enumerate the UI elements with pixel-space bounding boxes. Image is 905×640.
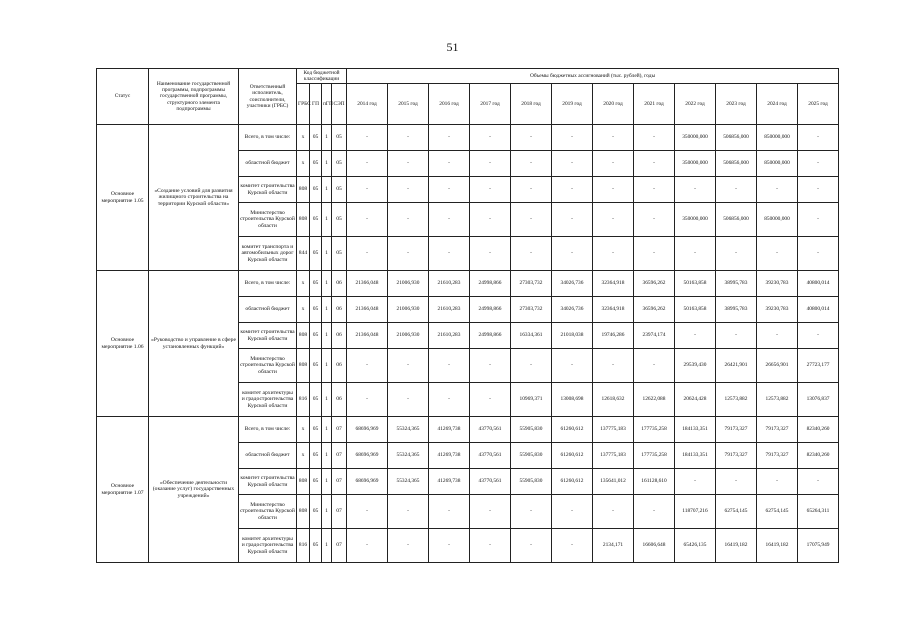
row-value: - (470, 349, 511, 383)
row-value: 10969,371 (511, 383, 552, 417)
row-code: 05 (332, 237, 347, 271)
row-value: - (593, 177, 634, 203)
row-value: 13076,837 (798, 383, 839, 417)
header-volumes: Объемы бюджетных ассигнований (тыс. рублей), годы (347, 69, 839, 84)
row-value: 62754,145 (716, 495, 757, 529)
row-code: 07 (332, 469, 347, 495)
row-value: 23974,174 (634, 323, 675, 349)
row-value: 38995,783 (716, 271, 757, 297)
row-value: - (429, 529, 470, 563)
row-value: - (593, 151, 634, 177)
header-status: Статус (97, 69, 149, 125)
row-code: 05 (310, 349, 322, 383)
row-value: 27303,732 (511, 297, 552, 323)
row-value: - (470, 151, 511, 177)
row-event-name: «Создание условий для развития жилищного строительства на территории Курской области» (149, 125, 239, 271)
row-status: Основное мероприятие 1.05 (97, 125, 149, 271)
row-value: - (552, 125, 593, 151)
table-row (97, 125, 839, 151)
header-year: 2025 год (798, 84, 839, 125)
row-code: х (297, 297, 310, 323)
table-row (97, 271, 839, 297)
row-value: 50163,858 (675, 271, 716, 297)
row-value: 184133,351 (675, 443, 716, 469)
row-value: 82340,260 (798, 417, 839, 443)
row-value: 21006,930 (388, 297, 429, 323)
header-budget-code: Код бюджетной классификации (297, 69, 347, 84)
row-executor: областной бюджет (239, 443, 297, 469)
row-value: 21610,283 (429, 271, 470, 297)
row-code: 1 (322, 177, 332, 203)
row-value: 50163,858 (675, 297, 716, 323)
row-code: 1 (322, 469, 332, 495)
row-value: - (470, 177, 511, 203)
row-code: 844 (297, 237, 310, 271)
row-value: - (757, 323, 798, 349)
row-value: 506856,000 (716, 125, 757, 151)
header-code: ГП (310, 84, 322, 125)
row-value: 13008,698 (552, 383, 593, 417)
row-value: 29539,430 (675, 349, 716, 383)
row-value: - (511, 529, 552, 563)
row-value: 55905,830 (511, 469, 552, 495)
row-value: - (511, 151, 552, 177)
row-value: 177735,258 (634, 417, 675, 443)
row-value: - (388, 349, 429, 383)
row-code: 1 (322, 125, 332, 151)
row-value: 61260,612 (552, 417, 593, 443)
header-code: ГРБС (297, 84, 310, 125)
row-code: 1 (322, 151, 332, 177)
row-value: - (347, 151, 388, 177)
row-code: 808 (297, 323, 310, 349)
row-value: 79173,327 (716, 417, 757, 443)
row-value: - (388, 383, 429, 417)
row-value: 32364,918 (593, 297, 634, 323)
row-code: 808 (297, 203, 310, 237)
row-code: 1 (322, 383, 332, 417)
row-value: 55324,365 (388, 443, 429, 469)
row-code: 05 (310, 529, 322, 563)
row-value: 350000,000 (675, 125, 716, 151)
row-value: - (552, 237, 593, 271)
row-value: - (798, 237, 839, 271)
header-code: пГП (322, 84, 332, 125)
row-code: 05 (310, 443, 322, 469)
row-code: 07 (332, 417, 347, 443)
header-year: 2022 год (675, 84, 716, 125)
row-value: - (552, 349, 593, 383)
row-value: 135641,012 (593, 469, 634, 495)
row-value: - (429, 125, 470, 151)
row-value: - (470, 383, 511, 417)
row-status: Основное мероприятие 1.06 (97, 271, 149, 417)
table-body (97, 125, 839, 563)
row-value: - (388, 203, 429, 237)
row-event-name: «Обеспечение деятельности (оказание услуг) государственных учреждений» (149, 417, 239, 563)
row-executor: Министерство строительства Курской области (239, 203, 297, 237)
row-value: 21366,048 (347, 297, 388, 323)
row-code: 05 (310, 297, 322, 323)
row-value: 36596,262 (634, 297, 675, 323)
row-executor: комитет строительства Курской области (239, 469, 297, 495)
row-value: - (429, 383, 470, 417)
row-value: 61260,612 (552, 469, 593, 495)
row-code: 05 (310, 125, 322, 151)
row-code: 05 (310, 177, 322, 203)
row-value: 79173,327 (757, 443, 798, 469)
row-value: - (552, 495, 593, 529)
row-value: - (798, 323, 839, 349)
row-value: - (634, 177, 675, 203)
row-value: - (347, 383, 388, 417)
header-year: 2016 год (429, 84, 470, 125)
row-value: 26421,901 (716, 349, 757, 383)
row-code: 05 (310, 323, 322, 349)
row-value: 62754,145 (757, 495, 798, 529)
row-executor: Министерство строительства Курской области (239, 495, 297, 529)
header-year: 2023 год (716, 84, 757, 125)
row-value: 350000,000 (675, 151, 716, 177)
row-value: 137775,183 (593, 443, 634, 469)
row-value: - (798, 151, 839, 177)
row-value: - (388, 529, 429, 563)
row-value: 43770,561 (470, 417, 511, 443)
row-value: - (429, 177, 470, 203)
row-value: - (798, 177, 839, 203)
row-executor: областной бюджет (239, 297, 297, 323)
row-value: - (675, 469, 716, 495)
header-year: 2024 год (757, 84, 798, 125)
row-value: 34026,736 (552, 297, 593, 323)
row-code: 1 (322, 495, 332, 529)
row-code: х (297, 417, 310, 443)
row-executor: комитет транспорта и автомобильных дорог Курской области (239, 237, 297, 271)
row-value: - (757, 177, 798, 203)
row-code: 808 (297, 469, 310, 495)
row-code: 07 (332, 495, 347, 529)
row-value: 24998,866 (470, 297, 511, 323)
row-value: 61260,612 (552, 443, 593, 469)
row-code: 1 (322, 443, 332, 469)
row-value: 34026,736 (552, 271, 593, 297)
page-number: 51 (446, 40, 459, 54)
row-value: - (593, 349, 634, 383)
row-value: 850000,000 (757, 151, 798, 177)
row-code: х (297, 271, 310, 297)
row-value: 36596,262 (634, 271, 675, 297)
row-code: 1 (322, 203, 332, 237)
row-value: 55905,830 (511, 443, 552, 469)
row-code: х (297, 443, 310, 469)
row-value: - (388, 177, 429, 203)
row-value: 24998,866 (470, 323, 511, 349)
row-value: - (552, 529, 593, 563)
row-value: - (634, 151, 675, 177)
row-value: 850000,000 (757, 203, 798, 237)
row-value: 79173,327 (716, 443, 757, 469)
row-value: - (552, 151, 593, 177)
row-value: - (470, 125, 511, 151)
row-code: 06 (332, 349, 347, 383)
row-executor: комитет строительства Курской области (239, 177, 297, 203)
row-value: 24998,866 (470, 271, 511, 297)
row-code: 05 (332, 177, 347, 203)
row-value: 16419,182 (716, 529, 757, 563)
row-value: 21006,930 (388, 271, 429, 297)
row-value: 177735,258 (634, 443, 675, 469)
row-value: - (716, 237, 757, 271)
header-executor: Ответственный исполнитель, соисполнители, участники (ГРБС) (239, 69, 297, 125)
row-code: 05 (310, 271, 322, 297)
row-value: - (634, 203, 675, 237)
row-code: 816 (297, 383, 310, 417)
row-value: 184133,351 (675, 417, 716, 443)
row-value: - (593, 125, 634, 151)
row-code: 06 (332, 297, 347, 323)
header-year: 2020 год (593, 84, 634, 125)
row-value: - (388, 151, 429, 177)
row-executor: комитет архитектуры и градостроительства Курской области (239, 383, 297, 417)
header-year: 2019 год (552, 84, 593, 125)
row-value: - (347, 349, 388, 383)
row-value: 12618,632 (593, 383, 634, 417)
row-value: 21018,038 (552, 323, 593, 349)
row-code: 1 (322, 237, 332, 271)
row-value: - (511, 125, 552, 151)
row-value: - (347, 495, 388, 529)
row-value: 506856,000 (716, 203, 757, 237)
row-code: 1 (322, 529, 332, 563)
row-value: 21610,283 (429, 323, 470, 349)
row-executor: Всего, в том числе: (239, 271, 297, 297)
row-value: 68696,969 (347, 443, 388, 469)
row-value: - (388, 125, 429, 151)
row-value: - (634, 125, 675, 151)
row-code: 05 (332, 125, 347, 151)
row-code: 808 (297, 349, 310, 383)
row-code: х (297, 125, 310, 151)
row-value: - (798, 125, 839, 151)
row-value: 65426,135 (675, 529, 716, 563)
row-value: - (593, 237, 634, 271)
row-value: 43770,561 (470, 469, 511, 495)
row-value: 850000,000 (757, 125, 798, 151)
header-year: 2017 год (470, 84, 511, 125)
row-value: 55324,365 (388, 469, 429, 495)
row-code: 05 (310, 203, 322, 237)
row-value: 43770,561 (470, 443, 511, 469)
row-value: - (675, 237, 716, 271)
header-year: 2015 год (388, 84, 429, 125)
row-value: - (634, 349, 675, 383)
row-value: - (634, 495, 675, 529)
row-value: - (511, 349, 552, 383)
row-value: 137775,183 (593, 417, 634, 443)
row-value: - (552, 203, 593, 237)
row-value: 39230,783 (757, 297, 798, 323)
row-value: - (470, 495, 511, 529)
row-value: 2134,171 (593, 529, 634, 563)
row-code: 1 (322, 271, 332, 297)
row-value: - (675, 177, 716, 203)
row-value: - (634, 237, 675, 271)
row-value: 118707,216 (675, 495, 716, 529)
row-value: 17075,949 (798, 529, 839, 563)
header-name: Наименование государственной программы, подпрограммы государственной программы, структурного элемента подпрограммы (149, 69, 239, 125)
row-executor: комитет архитектуры и градостроительства Курской области (239, 529, 297, 563)
row-value: 38995,783 (716, 297, 757, 323)
row-value: 21610,283 (429, 297, 470, 323)
row-value: - (429, 237, 470, 271)
row-value: - (470, 237, 511, 271)
row-value: 82340,260 (798, 443, 839, 469)
row-value: 68696,969 (347, 469, 388, 495)
row-code: 05 (310, 237, 322, 271)
row-code: 1 (322, 297, 332, 323)
row-value: 12573,882 (716, 383, 757, 417)
row-code: 808 (297, 495, 310, 529)
row-value: - (347, 203, 388, 237)
row-value: 32364,918 (593, 271, 634, 297)
row-value: - (593, 495, 634, 529)
row-value: - (593, 203, 634, 237)
row-value: - (347, 529, 388, 563)
row-code: 05 (310, 495, 322, 529)
row-value: - (347, 125, 388, 151)
row-value: 26656,901 (757, 349, 798, 383)
table-row (97, 417, 839, 443)
row-value: - (757, 237, 798, 271)
row-code: 816 (297, 529, 310, 563)
row-value: 19746,286 (593, 323, 634, 349)
row-code: 1 (322, 417, 332, 443)
row-value: - (429, 495, 470, 529)
header-year: 2018 год (511, 84, 552, 125)
row-value: - (552, 177, 593, 203)
row-code: 05 (310, 383, 322, 417)
row-value: 27723,177 (798, 349, 839, 383)
row-code: 05 (332, 203, 347, 237)
row-value: 41269,738 (429, 417, 470, 443)
row-value: 16419,182 (757, 529, 798, 563)
row-code: 1 (322, 349, 332, 383)
row-event-name: «Руководство и управление в сфере установленных функций» (149, 271, 239, 417)
row-value: 16606,648 (634, 529, 675, 563)
row-value: 68696,969 (347, 417, 388, 443)
header-code: СЭП (332, 84, 347, 125)
row-code: 808 (297, 177, 310, 203)
row-value: 20624,428 (675, 383, 716, 417)
row-value: - (716, 469, 757, 495)
row-value: - (429, 349, 470, 383)
row-value: 40800,014 (798, 271, 839, 297)
row-value: - (511, 237, 552, 271)
row-code: 05 (332, 151, 347, 177)
row-code: 05 (310, 469, 322, 495)
row-value: 506856,000 (716, 151, 757, 177)
row-value: 39230,783 (757, 271, 798, 297)
row-code: х (297, 151, 310, 177)
row-value: - (757, 469, 798, 495)
row-value: 55905,830 (511, 417, 552, 443)
row-value: - (511, 495, 552, 529)
row-value: - (470, 203, 511, 237)
row-value: 55324,365 (388, 417, 429, 443)
row-code: 06 (332, 271, 347, 297)
row-value: 12622,088 (634, 383, 675, 417)
row-value: - (347, 237, 388, 271)
budget-table (96, 68, 839, 563)
row-value: - (716, 323, 757, 349)
row-value: - (388, 237, 429, 271)
row-executor: Всего, в том числе: (239, 125, 297, 151)
row-value: 41269,738 (429, 443, 470, 469)
row-code: 07 (332, 443, 347, 469)
row-value: - (798, 203, 839, 237)
row-value: - (470, 529, 511, 563)
row-value: 40800,014 (798, 297, 839, 323)
row-executor: Всего, в том числе: (239, 417, 297, 443)
row-code: 06 (332, 323, 347, 349)
row-code: 05 (310, 417, 322, 443)
row-executor: комитет строительства Курской области (239, 323, 297, 349)
row-value: 21006,930 (388, 323, 429, 349)
row-value: 65264,311 (798, 495, 839, 529)
row-code: 05 (310, 151, 322, 177)
header-year: 2014 год (347, 84, 388, 125)
row-value: 21366,048 (347, 323, 388, 349)
row-value: 79173,327 (757, 417, 798, 443)
row-value: - (388, 495, 429, 529)
row-value: 27303,732 (511, 271, 552, 297)
row-value: 21366,048 (347, 271, 388, 297)
row-value: - (429, 203, 470, 237)
row-value: 350000,000 (675, 203, 716, 237)
row-value: - (347, 177, 388, 203)
row-value: - (675, 323, 716, 349)
row-value: 12573,882 (757, 383, 798, 417)
row-value: 41269,738 (429, 469, 470, 495)
row-code: 06 (332, 383, 347, 417)
row-status: Основное мероприятие 1.07 (97, 417, 149, 563)
row-value: - (716, 177, 757, 203)
row-value: - (798, 469, 839, 495)
row-value: - (511, 203, 552, 237)
row-value: - (511, 177, 552, 203)
row-code: 1 (322, 323, 332, 349)
row-value: - (429, 151, 470, 177)
row-value: 161128,610 (634, 469, 675, 495)
row-code: 07 (332, 529, 347, 563)
header-year: 2021 год (634, 84, 675, 125)
row-executor: Министерство строительства Курской области (239, 349, 297, 383)
row-executor: областной бюджет (239, 151, 297, 177)
row-value: 16334,361 (511, 323, 552, 349)
